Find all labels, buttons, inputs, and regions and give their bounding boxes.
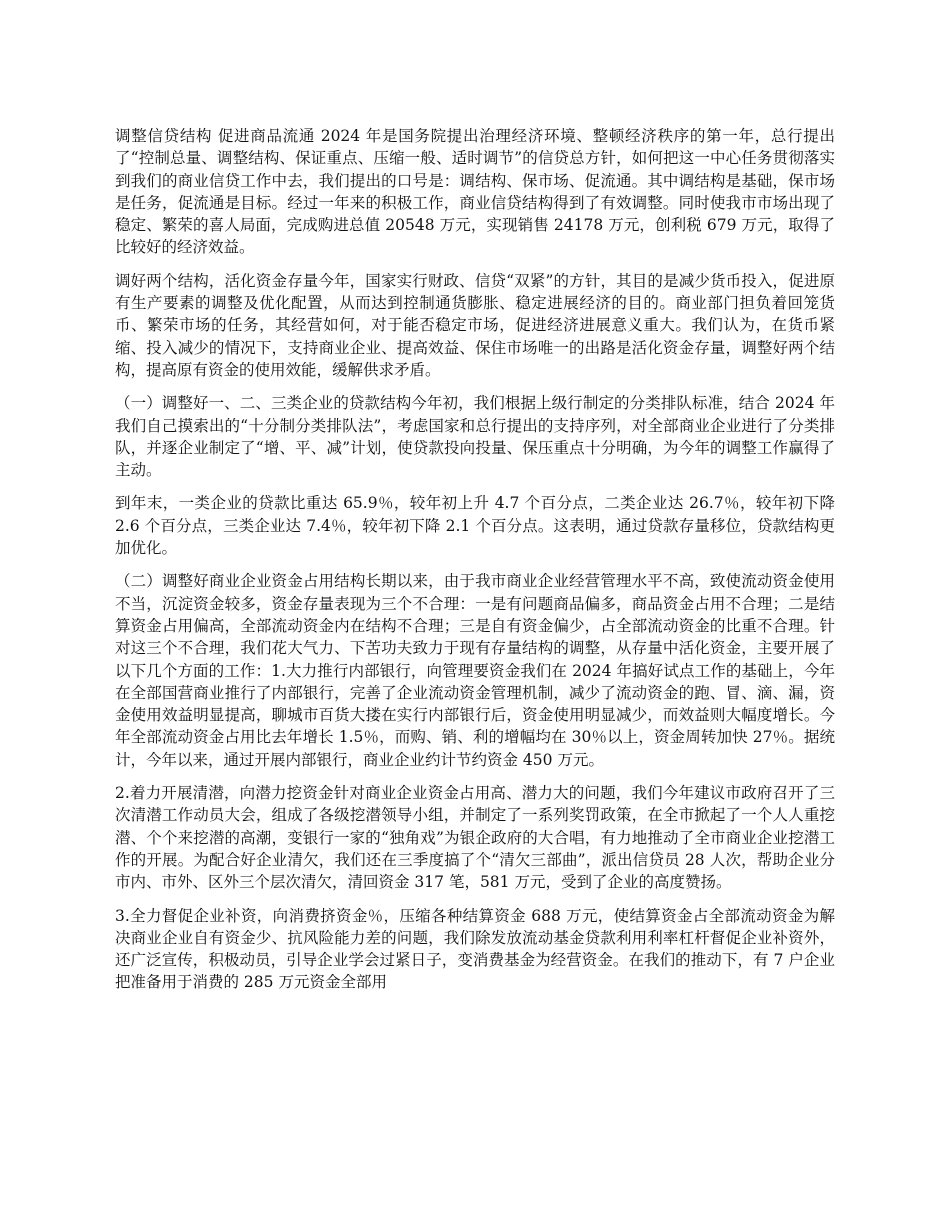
paragraph-section-two: （二）调整好商业企业资金占用结构长期以来，由于我市商业企业经营管理水平不高，致使流动资金使用不当，沉淀资金较多，资金存量表现为三个不合理：一是有问题商品偏多，商品资金占用不合理；二是结算资金占用偏高，全部流动资金内在结构不合理；三是自有资金偏少，占全部流动资金的比重不合理。针对这三个不合理，我们花大气力、下苦功夫致力于现有存量结构的调整，从存量中活化资金，主要开展了以下几个方面的工作：1.大力推行内部银行，向管理要资金我们在 2024 年搞好试点工作的基础上，今年在全部国营商业推行了内部银行，完善了企业流动资金管理机制，减少了流动资金的跑、冒、滴、漏，资金使用效益明显提高，聊城市百货大搂在实行内部银行后，资金使用明显减少，而效益则大幅度增长。今年全部流动资金占用比去年增长 1.5％，而购、销、利的增幅均在 30％以上，资金周转加快 27％。据统计，今年以来，通过开展内部银行，商业企业约计节约资金 450 万元。	[115, 572, 835, 769]
paragraph-two-structures: 调好两个结构，活化资金存量今年，国家实行财政、信贷“双紧”的方针，其目的是减少货币投入，促进原有生产要素的调整及优化配置，从而达到控制通货膨胀、稳定进展经济的目的。商业部门担负着回笼货币、繁荣市场的任务，其经营如何，对于能否稳定市场，促进经济进展意义重大。我们认为，在货币紧缩、投入减少的情况下，支持商业企业、提高效益、保住市场唯一的出路是活化资金存量，调整好两个结构，提高原有资金的使用效能，缓解供求矛盾。	[115, 271, 835, 379]
document-page	[115, 125, 835, 994]
paragraph-section-one: （一）调整好一、二、三类企业的贷款结构今年初，我们根据上级行制定的分类排队标准，结合 2024 年我们自己摸索出的“十分制分类排队法”，考虑国家和总行提出的支持序列，对全部商业企业进行了分类排队，并逐企业制定了“增、平、减”计划，使贷款投向投量、保压重点十分明确，为今年的调整工作赢得了主动。	[115, 394, 835, 480]
paragraph-item-two: 2.着力开展清潜，向潜力挖资金针对商业企业资金占用高、潜力大的问题，我们今年建议市政府召开了三次清潜工作动员大会，组成了各级挖潜领导小组，并制定了一系列奖罚政策，在全市掀起了一个人人重挖潜、个个来挖潜的高潮，变银行一家的“独角戏”为银企政府的大合唱，有力地推动了全市商业企业挖潜工作的开展。为配合好企业清欠，我们还在三季度搞了个“清欠三部曲”，派出信贷员 28 人次，帮助企业分市内、市外、区外三个层次清欠，清回资金 317 笔，581 万元，受到了企业的高度赞扬。	[115, 784, 835, 892]
paragraph-year-end-results: 到年末，一类企业的贷款比重达 65.9％，较年初上升 4.7 个百分点，二类企业达 26.7％，较年初下降 2.6 个百分点，三类企业达 7.4％，较年初下降 2.1 个百分点。这表明，通过贷款存量移位，贷款结构更加优化。	[115, 494, 835, 558]
paragraph-intro: 调整信贷结构 促进商品流通 2024 年是国务院提出治理经济环境、整顿经济秩序的第一年，总行提出了“控制总量、调整结构、保证重点、压缩一般、适时调节”的信贷总方针，如何把这一中心任务贯彻落实到我们的商业信贷工作中去，我们提出的口号是：调结构、保市场、促流通。其中调结构是基础，保市场是任务，促流通是目标。经过一年来的积极工作，商业信贷结构得到了有效调整。同时使我市市场出现了稳定、繁荣的喜人局面，完成购进总值 20548 万元，实现销售 24178 万元，创利税 679 万元，取得了比较好的经济效益。	[115, 127, 835, 257]
paragraph-item-three: 3.全力督促企业补资，向消费挤资金％，压缩各种结算资金 688 万元，使结算资金占全部流动资金为解决商业企业自有资金少、抗风险能力差的问题，我们除发放流动基金贷款利用利率杠杆督促企业补资外，还广泛宣传，积极动员，引导企业学会过紧日子，变消费基金为经营资金。在我们的推动下，有 7 户企业把准备用于消费的 285 万元资金全部用	[115, 906, 835, 992]
